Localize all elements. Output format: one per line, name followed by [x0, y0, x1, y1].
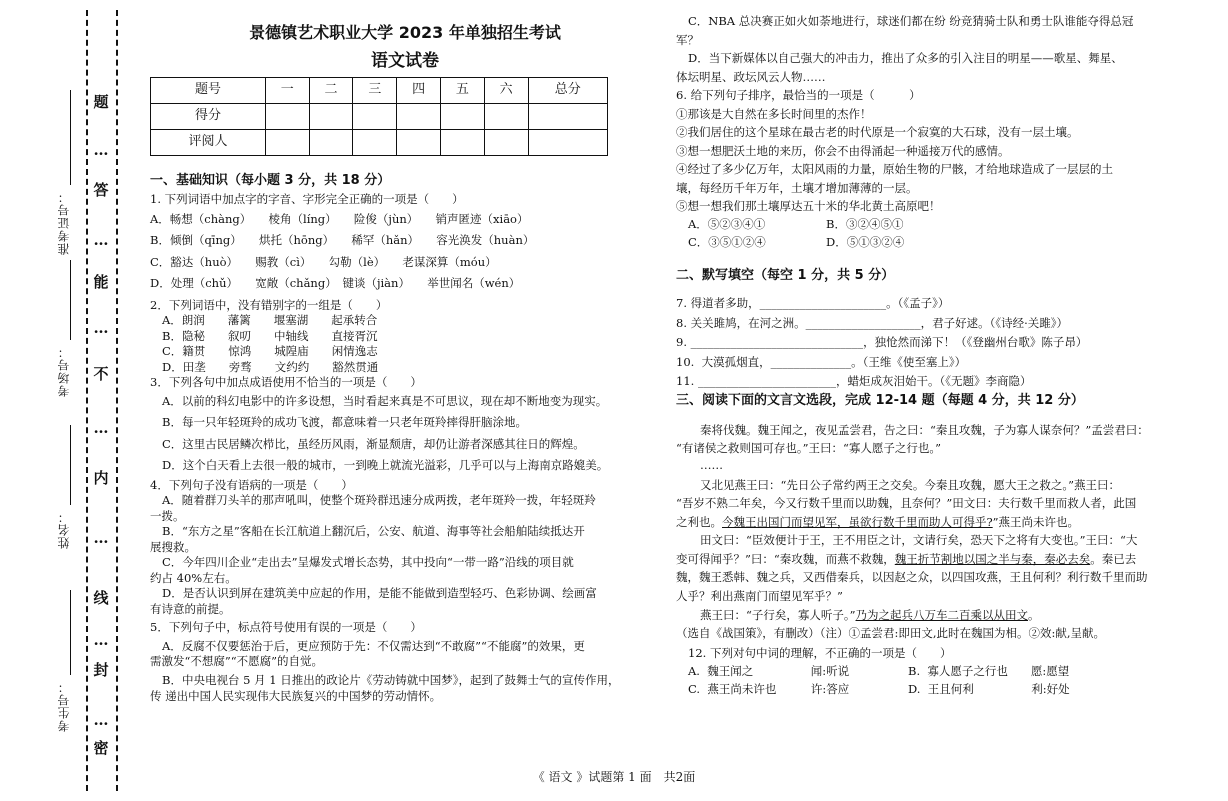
q2-option: A．朗润 藩篱 堰塞湖 起承转合 [162, 313, 378, 328]
score-input-cell[interactable] [528, 103, 607, 129]
passage-note: （选自《战国策》，有删改）（注）①孟尝君:即田文,此时在魏国为相。②效:献,呈献。 [676, 626, 1106, 641]
q3-option: C．这里古民居鳞次栉比，虽经历风雨，渐显颓唐，却仍让游者深感其往日的辉煌。 [162, 436, 585, 451]
page-footer: 《 语文 》试题第 1 面 共2面 [532, 770, 696, 784]
question-12: 12. 下列对句中词的理解，不正确的一项是（ ） [688, 645, 952, 660]
section-1-heading: 一、基础知识（每小题 3 分，共 18 分） [150, 172, 391, 188]
score-cell: 题号 [151, 77, 266, 103]
q12-option: B. 寡人愿子之行也 愿:愿望 [908, 664, 1070, 679]
passage-text: 。秦已去 [1090, 551, 1137, 566]
q5-option-a: A．反腐不仅要惩治于后，更应预防于先：不仅需达到“不敢腐”“不能腐”的效果，更 [162, 638, 585, 653]
underlined-sentence-1: 今魏王出国门而望见军，虽欲行数千里而助人可得乎? [722, 514, 993, 529]
score-cell: 总分 [528, 77, 607, 103]
question-11: 11. ________________________，蜡炬成灰泪始干。（《无题》李商隐） [676, 374, 1032, 389]
name-label: 姓名： [57, 510, 71, 549]
score-row [151, 103, 608, 129]
seal-char: 封 [93, 661, 109, 679]
q6-option: A．⑤②③④① [688, 216, 766, 231]
passage-p4 [676, 608, 1196, 624]
q4-option-a: A．随着群刀头羊的那声吼叫，使整个斑羚群迅速分成两拨，老年斑羚一拨，年轻斑羚 [162, 493, 596, 508]
score-cell: 五 [441, 77, 485, 103]
q5-option-b: B．中央电视台 5 月 1 日推出的政论片《劳动铸就中国梦》，起到了鼓舞士气的宣传作用， [162, 673, 620, 687]
question-10: 10. 大漠孤烟直，______________。（王维《使至塞上》） [676, 354, 967, 369]
passage-p2-cont: “吾岁不熟二年矣，今又行数千里而以助魏，且奈何？”田文曰：夫行数千里而救人者，此国 [676, 496, 1137, 511]
seal-char: 密 [93, 739, 109, 757]
passage-text: 之利也。 [676, 514, 722, 529]
passage-p3: 田文曰：“臣效便计于王，王不用臣之计，文请行矣，恐天下之将有大变也。”王曰：“大 [700, 533, 1138, 548]
passage-p3-end: 人乎？利出燕南门而望见军乎？” [676, 588, 843, 603]
q6-item: ②我们居住的这个星球在最古老的时代原是一个寂寞的大石球，没有一层土壤。 [676, 125, 1079, 140]
score-input-cell[interactable] [309, 103, 353, 129]
passage-p3-cont: 魏，魏王悉韩、魏之兵，又西借秦兵，以因赵之众，以四国攻燕，王且何利？利行数千里而助 [676, 570, 1148, 585]
question-7: 7. 得道者多助，______________________。（《孟子》） [676, 296, 950, 311]
question-6: 6. 给下列句子排序，最恰当的一项是（ ） [676, 88, 921, 103]
q5-option-c: C．NBA 总决赛正如火如荼地进行，球迷们都在纷 纷竞猜骑士队和勇士队谁能夺得总冠 [688, 14, 1134, 28]
seal-char: … [93, 631, 109, 649]
q6-options [676, 215, 1196, 253]
reviewer-input-cell[interactable] [441, 129, 485, 155]
exam-id-line[interactable] [70, 90, 71, 185]
question-8: 8. 关关雎鸠，在河之洲。____________________，君子好逑。（《诗经·关雎》） [676, 315, 1069, 330]
score-input-cell[interactable] [397, 103, 441, 129]
question-5: 5．下列句子中，标点符号使用有误的一项是（ ） [150, 620, 422, 635]
q5-option-b-cont: 传 递出中国人民实现伟大民族复兴的中国梦的劳动情怀。 [150, 688, 442, 703]
reviewer-input-cell[interactable] [397, 129, 441, 155]
section-3-heading: 三、阅读下面的文言文选段，完成 12-14 题（每题 4 分，共 12 分） [676, 392, 1084, 408]
reviewer-input-cell[interactable] [528, 129, 607, 155]
q12-options [676, 661, 1196, 697]
q6-item: ①那该是大自然在多长时间里的杰作！ [676, 106, 872, 121]
underlined-sentence-2: 魏王折节割地以国之半与秦，秦必去矣 [894, 551, 1091, 566]
question-2: 2．下列词语中，没有错别字的一组是（ ） [150, 297, 388, 312]
score-table-header-row [151, 77, 608, 103]
seal-char: 内 [93, 469, 109, 487]
seal-char: … [93, 319, 109, 337]
score-input-cell[interactable] [484, 103, 528, 129]
q6-option: B．③②④⑤① [826, 216, 904, 231]
q6-item: ⑤想一想我们那土壤厚达五十米的华北黄土高原吧！ [676, 199, 941, 214]
score-cell: 六 [484, 77, 528, 103]
q12-option: A. 魏王闻之 闻:听说 [688, 664, 850, 679]
seal-char: … [93, 231, 109, 249]
q3-option: A．以前的科幻电影中的许多设想，当时看起来真是不可思议，现在却不断地变为现实。 [162, 393, 608, 408]
score-input-cell[interactable] [353, 103, 397, 129]
exam-title: 景德镇艺术职业大学 2023 年单独招生考试 [249, 23, 561, 42]
exam-id-label: 准考证号： [57, 190, 71, 255]
passage-p3-cont [676, 552, 1196, 568]
score-cell: 一 [265, 77, 309, 103]
q4-option-c: C．今年四川企业“走出去”呈爆发式增长态势，其中投向“一带一路”沿线的项目就 [162, 555, 574, 570]
q2-option: B．隐秘 叙叨 中轴线 直接胥沉 [162, 328, 378, 343]
q6-item: 壤，每经历千年万年，土壤才增加薄薄的一层。 [676, 180, 918, 195]
section-2-heading: 二、默写填空（每空 1 分，共 5 分） [676, 267, 895, 283]
seal-char: 题 [93, 93, 109, 111]
seal-char: 不 [93, 365, 109, 383]
seal-char: 线 [93, 589, 109, 607]
q6-option: C．③⑤①②④ [688, 234, 766, 249]
seal-char: … [93, 711, 109, 729]
score-cell: 三 [353, 77, 397, 103]
student-id-label: 考生号： [57, 680, 71, 732]
seal-char: 能 [93, 273, 109, 291]
question-3: 3．下列各句中加点成语使用不恰当的一项是（ ） [150, 375, 422, 390]
score-cell: 四 [397, 77, 441, 103]
exam-subtitle: 语文试卷 [371, 50, 439, 71]
question-4: 4．下列句子没有语病的一项是（ ） [150, 477, 353, 492]
q4-option-c-cont: 约占 40%左右。 [150, 570, 237, 585]
student-id-line[interactable] [70, 590, 71, 675]
q4-option-b: B．“东方之星”客船在长江航道上翻沉后，公安、航道、海事等社会船舶陆续抵达开 [162, 524, 585, 539]
passage-ellipsis: …… [700, 458, 723, 473]
reviewer-input-cell[interactable] [309, 129, 353, 155]
q5-option-d: D．当下新媒体以自己强大的冲击力，推出了众多的引入注目的明星——歌星、舞星、 [688, 51, 1123, 66]
q2-option: D．田垄 旁骛 文约约 豁然贯通 [162, 359, 379, 374]
q3-option: D．这个白天看上去很一般的城市，一到晚上就流光溢彩，几乎可以与上海南京路媲美。 [162, 458, 609, 473]
score-input-cell[interactable] [265, 103, 309, 129]
name-line[interactable] [70, 425, 71, 505]
exam-room-line[interactable] [70, 260, 71, 340]
passage-text: 变可得闻乎？”曰：“秦攻魏，而燕不救魏， [676, 551, 895, 566]
q5-option-c-cont: 军？ [676, 32, 699, 47]
q1-option: D．处理（chǔ） 宽敞（chǎng） 键谈（jiàn） 举世闻名（wén） [150, 276, 521, 291]
seal-char: … [93, 141, 109, 159]
q6-item: ③想一想肥沃土地的来历，你会不由得涌起一种遥接万代的感情。 [676, 143, 1010, 158]
score-row-label: 得分 [151, 103, 266, 129]
passage-text: 燕王曰：“子行矣，寡人听子。” [700, 607, 856, 622]
q6-option: D．⑤①③②④ [826, 234, 905, 249]
q4-option-b-cont: 展搜救。 [150, 539, 196, 554]
q3-option: B．每一只年轻斑羚的成功飞渡，都意味着一只老年斑羚摔得肝脑涂地。 [162, 415, 527, 430]
reviewer-input-cell[interactable] [484, 129, 528, 155]
q4-option-d: D．是否认识到屏在建筑美中应起的作用，是能不能做到造型轻巧、色彩协调、绘画富 [162, 586, 597, 601]
q1-option: B．倾倒（qīng） 烘托（hōng） 稀罕（hǎn） 容光涣发（huàn） [150, 233, 535, 248]
reviewer-input-cell[interactable] [265, 129, 309, 155]
binding-dashed-line-right [116, 10, 118, 791]
q4-option-d-cont: 有诗意的前提。 [150, 601, 231, 616]
q1-option: A．畅想（chàng） 棱角（líng） 险俊（jùn） 销声匿迹（xiāo） [150, 211, 529, 226]
right-column [676, 14, 1196, 697]
q2-option: C．籍贯 惊鸿 城隍庙 闲情逸志 [162, 344, 378, 359]
q12-option: C. 燕王尚未许也 许:答应 [688, 682, 850, 697]
reviewer-input-cell[interactable] [353, 129, 397, 155]
q5-option-a-cont: 需激发“不想腐”“不愿腐”的自觉。 [150, 654, 324, 669]
seal-char: 答 [93, 181, 109, 199]
q12-option: D. 王且何利 利:好处 [908, 682, 1070, 697]
passage-p1-cont: “有诸侯之救则国可存也。”王曰：“寡人愿子之行也。” [676, 440, 942, 455]
passage-p2: 又北见燕王曰：“先日公子常约两王之交矣。今秦且攻魏，愿大王之救之。”燕王曰： [700, 477, 1121, 492]
passage-text: 。 [1028, 607, 1040, 622]
seal-char: … [93, 419, 109, 437]
question-9: 9. ______________________________，独怆然而涕下！（《登幽州台歌》陈子昂） [676, 335, 1088, 350]
q6-item: ④经过了多少亿万年，太阳风雨的力量，原始生物的尸骸，才给地球造成了一层层的土 [676, 162, 1113, 177]
q1-option: C．豁达（huò） 赐教（cì） 勾勒（lè） 老谋深算（móu） [150, 254, 497, 269]
passage-p1: 秦将伐魏。魏王闻之，夜见孟尝君，告之曰：“秦且攻魏，子为寡人谋奈何？”孟尝君曰： [700, 423, 1149, 438]
q5-option-d-cont: 体坛明星、政坛风云人物…… [676, 69, 826, 84]
score-cell: 二 [309, 77, 353, 103]
reviewer-row [151, 129, 608, 155]
question-1: 1. 下列词语中加点字的字音、字形完全正确的一项是（ ） [150, 192, 464, 207]
exam-room-label: 考场号： [57, 345, 71, 397]
binding-dashed-line-left [86, 10, 88, 791]
score-table [150, 77, 608, 156]
underlined-sentence-3: 乃为之起兵八万车二百乘以从田文 [855, 607, 1029, 622]
seal-char: … [93, 529, 109, 547]
left-column [150, 22, 660, 704]
passage-text: ”燕王尚未许也。 [992, 514, 1080, 529]
passage-p2-end [676, 515, 1196, 531]
q4-option-a-cont: 一拨。 [150, 508, 185, 523]
score-input-cell[interactable] [441, 103, 485, 129]
reviewer-row-label: 评阅人 [151, 129, 266, 155]
